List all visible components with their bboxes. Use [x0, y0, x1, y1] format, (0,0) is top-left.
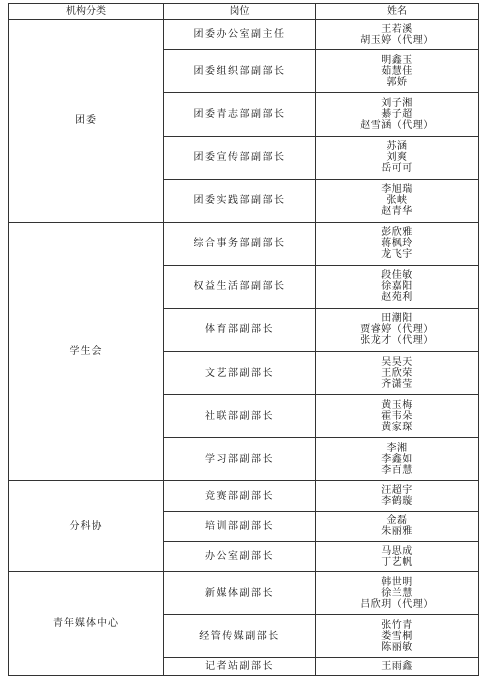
- person-name: 娄雪桐: [381, 630, 413, 642]
- names-cell: [316, 481, 479, 511]
- header-category: 机构分类: [9, 4, 164, 20]
- appointment-table: [8, 3, 479, 676]
- names-cell: [316, 93, 479, 136]
- names-cell: [316, 438, 479, 481]
- person-name: 李鹤璇: [381, 496, 413, 508]
- category-cell: 团委: [9, 20, 164, 223]
- person-name: 黄玉梅: [381, 399, 413, 411]
- position-cell: 团委实践部副部长: [164, 179, 316, 222]
- person-name: 李旭瑞: [381, 184, 413, 196]
- names-cell: [316, 222, 479, 265]
- person-name: 丁艺帆: [381, 556, 413, 568]
- names-cell: [316, 352, 479, 395]
- person-name: 贾睿婷（代理）: [360, 324, 434, 336]
- person-name: 王欣荣: [381, 367, 413, 379]
- person-name: 吴昊天: [381, 356, 413, 368]
- person-name: 齐潇莹: [381, 378, 413, 390]
- position-cell: 团委办公室副主任: [164, 20, 316, 50]
- person-name: 赵青华: [381, 206, 413, 218]
- person-name: 张峡: [386, 195, 408, 207]
- position-cell: 体育部副部长: [164, 308, 316, 351]
- position-cell: 综合事务部副部长: [164, 222, 316, 265]
- person-name: 汪超宇: [381, 485, 413, 497]
- person-name: 刘爽: [386, 152, 408, 164]
- person-name: 彭欣雅: [381, 227, 413, 239]
- person-name: 徐兰慧: [381, 587, 413, 599]
- person-name: 蒋枫玲: [381, 238, 413, 250]
- person-name: 刘子湘: [381, 97, 413, 109]
- position-cell: 竞赛部副部长: [164, 481, 316, 511]
- names-cell: [316, 50, 479, 93]
- person-name: 苏涵: [386, 141, 408, 153]
- position-cell: 新媒体副部长: [164, 572, 316, 615]
- person-name: 王雨鑫: [381, 661, 413, 673]
- person-name: 李百慧: [381, 464, 413, 476]
- position-cell: 权益生活部副部长: [164, 265, 316, 308]
- person-name: 段佳敏: [381, 270, 413, 282]
- person-name: 马思成: [381, 545, 413, 557]
- table-row: [9, 481, 479, 511]
- category-cell: 学生会: [9, 222, 164, 481]
- person-name: 赵苑利: [381, 292, 413, 304]
- person-name: 王若溪: [381, 23, 413, 35]
- position-cell: 团委组织部副部长: [164, 50, 316, 93]
- person-name: 金磊: [386, 515, 408, 527]
- position-cell: 文艺部副部长: [164, 352, 316, 395]
- names-cell: [316, 265, 479, 308]
- position-cell: 记者站副部长: [164, 658, 316, 676]
- names-cell: [316, 658, 479, 676]
- person-name: 李鑫如: [381, 453, 413, 465]
- person-name: 赵雪涵（代理）: [360, 119, 434, 131]
- position-cell: 培训部副部长: [164, 511, 316, 541]
- person-name: 李湘: [386, 442, 408, 454]
- names-cell: [316, 572, 479, 615]
- person-name: 龙飞宇: [381, 249, 413, 261]
- names-cell: [316, 179, 479, 222]
- position-cell: 团委青志部副部长: [164, 93, 316, 136]
- table-row: [9, 222, 479, 265]
- table-row: [9, 572, 479, 615]
- header-row: [9, 4, 479, 20]
- person-name: 郭娇: [386, 76, 408, 88]
- person-name: 张竹青: [381, 619, 413, 631]
- header-position: 岗位: [164, 4, 316, 20]
- person-name: 徐嘉阳: [381, 281, 413, 293]
- person-name: 田潮阳: [381, 313, 413, 325]
- person-name: 张龙才（代理）: [360, 335, 434, 347]
- person-name: 明鑫玉: [381, 54, 413, 66]
- category-cell: 青年媒体中心: [9, 572, 164, 676]
- names-cell: [316, 136, 479, 179]
- table-body: [9, 20, 479, 676]
- header-name: 姓名: [316, 4, 479, 20]
- names-cell: [316, 395, 479, 438]
- person-name: 吕欣玥（代理）: [360, 598, 434, 610]
- names-cell: [316, 20, 479, 50]
- names-cell: [316, 615, 479, 658]
- person-name: 茹慧佳: [381, 65, 413, 77]
- table-row: [9, 20, 479, 50]
- position-cell: 学习部副部长: [164, 438, 316, 481]
- names-cell: [316, 308, 479, 351]
- position-cell: 社联部副部长: [164, 395, 316, 438]
- person-name: 朱丽雅: [381, 526, 413, 538]
- person-name: 綦子超: [381, 108, 413, 120]
- position-cell: 办公室副部长: [164, 541, 316, 571]
- names-cell: [316, 511, 479, 541]
- category-cell: 分科协: [9, 481, 164, 572]
- position-cell: 经管传媒副部长: [164, 615, 316, 658]
- person-name: 黄家琛: [381, 421, 413, 433]
- person-name: 韩世明: [381, 576, 413, 588]
- person-name: 岳可可: [381, 163, 413, 175]
- person-name: 陈丽敏: [381, 641, 413, 653]
- person-name: 霍韦朵: [381, 410, 413, 422]
- names-cell: [316, 541, 479, 571]
- person-name: 胡玉婷（代理）: [360, 34, 434, 46]
- position-cell: 团委宣传部副部长: [164, 136, 316, 179]
